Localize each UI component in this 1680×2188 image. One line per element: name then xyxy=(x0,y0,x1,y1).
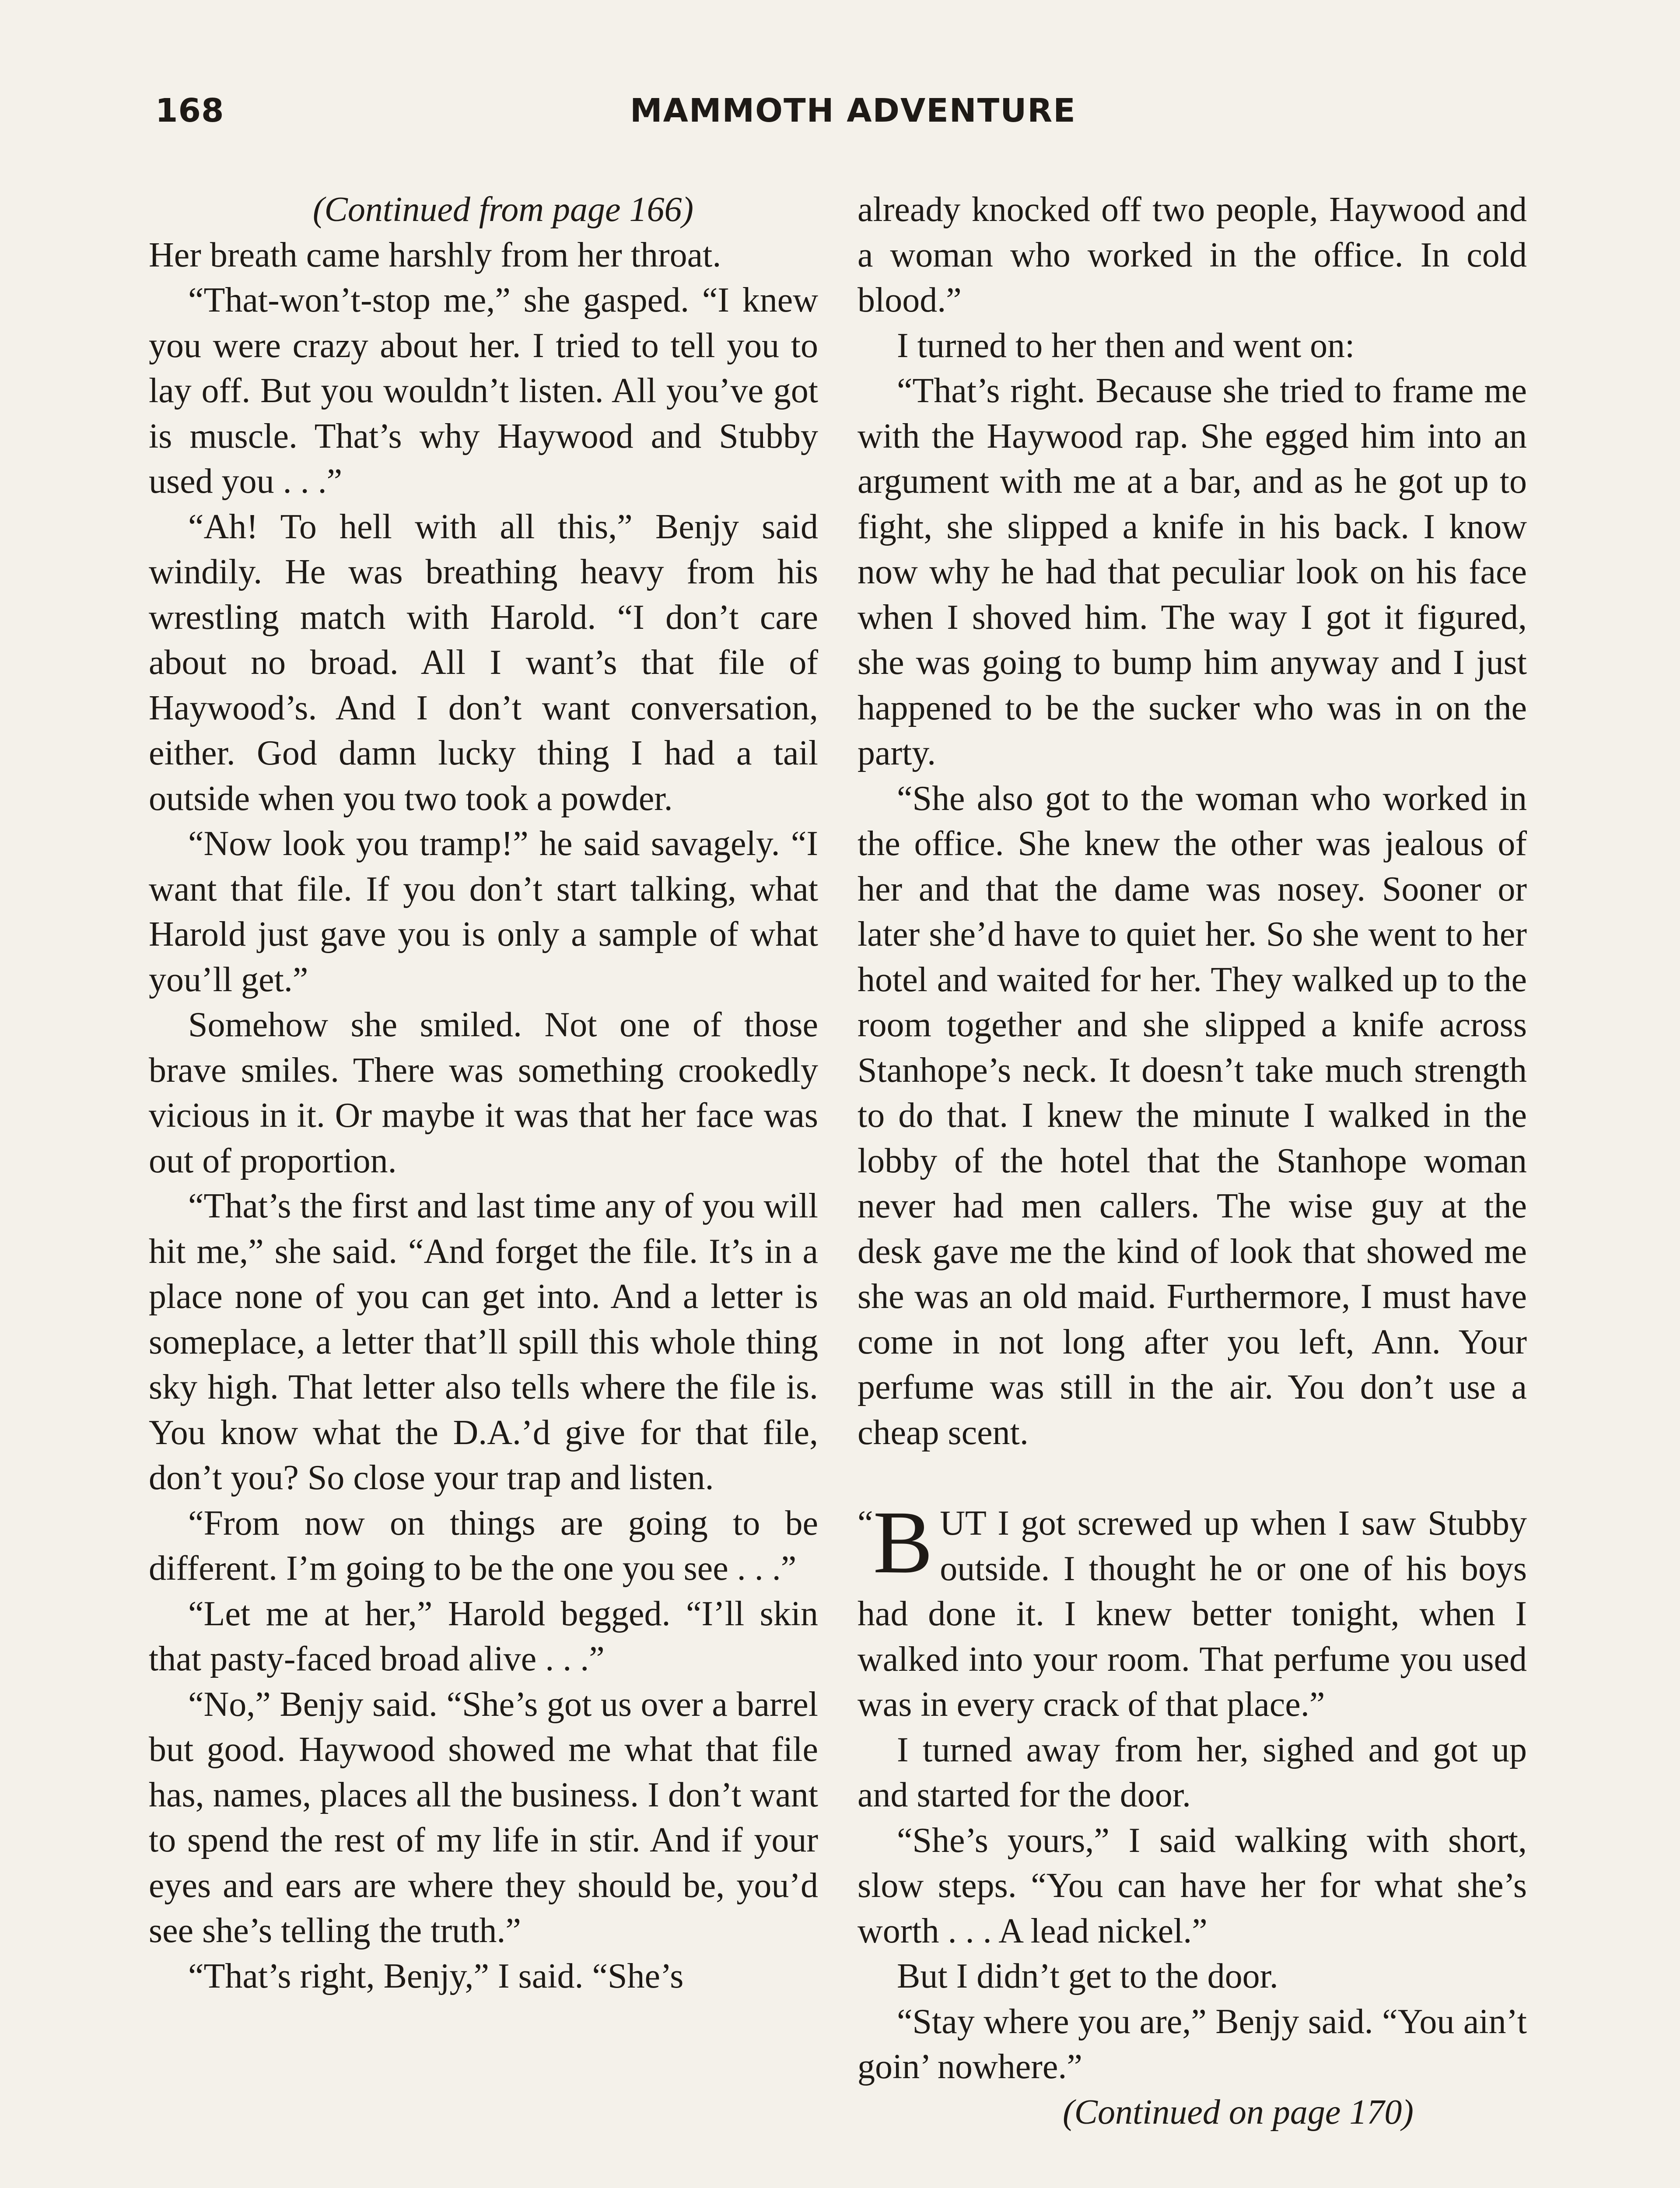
continued-from-note: (Continued from page 166) xyxy=(312,190,694,229)
paragraph: “Stay where you are,” Benjy said. “You ain’t goin’ nowhere.” xyxy=(858,2002,1527,2086)
section-break xyxy=(858,1455,1527,1501)
running-title: MAMMOTH ADVENTURE xyxy=(630,92,1076,130)
paragraph: “She also got to the woman who worked in the office. She knew the other was jealous of her and that the dame was nosey. Sooner or later she’d have to quiet her. So she went to her hotel and waited for her. They walked up to the room together and she slipped a knife across Stanhope’s neck. It doesn’t take much strength to do that. I knew the minute I walked in the lobby of the hotel that the Stanhope woman never had men callers. The wise guy at the desk gave me the kind of look that showed me she was an old maid. Furthermore, I must have come in not long after you left, Ann. Your perfume was still in the air. You don’t use a cheap scent. xyxy=(858,779,1527,1452)
dropcap-quote: “ xyxy=(858,1504,873,1543)
dropcap-paragraph xyxy=(858,1493,1527,1728)
paragraph: “That-won’t-stop me,” she gasped. “I knew you were crazy about her. I tried to tell you to lay off. But you wouldn’t listen. All you’ve got is muscle. That’s why Haywood and Stubby used you . . .” xyxy=(149,281,818,501)
paragraph: “She’s yours,” I said walking with short, slow steps. “You can have her for what she’s worth . . . A lead nickel.” xyxy=(858,1821,1527,1950)
dropcap-letter: B xyxy=(873,1493,933,1592)
paragraph: already knocked off two people, Haywood and a woman who worked in the office. In cold blood.” xyxy=(858,190,1527,319)
paragraph: I turned away from her, sighed and got up and started for the door. xyxy=(858,1730,1527,1814)
dropcap-paragraph-text: UT I got screwed up when I saw Stubby outside. I thought he or one of his boys had done it. I knew better tonight, when I walked into your room. That perfume you used was in every crack of that place.” xyxy=(858,1504,1527,1724)
paragraph: “Let me at her,” Harold begged. “I’ll skin that pasty-faced broad alive . . .” xyxy=(149,1594,818,1678)
page-number: 168 xyxy=(155,92,224,130)
paragraph: Somehow she smiled. Not one of those brave smiles. There was something crookedly vicious in it. Or maybe it was that her face was out of proportion. xyxy=(149,1006,818,1180)
left-column xyxy=(149,187,818,1999)
paragraph: “Ah! To hell with all this,” Benjy said windily. He was breathing heavy from his wrestling match with Harold. “I don’t care about no broad. All I want’s that file of Haywood’s. And I don’t want conversation, either. God damn lucky thing I had a tail outside when you two took a powder. xyxy=(149,507,818,818)
page-header xyxy=(155,92,1529,140)
paragraph: “That’s the first and last time any of you will hit me,” she said. “And forget the file. It’s in a place none of you can get into. And a letter is someplace, a letter that’ll spill this whole thing sky high. That letter also tells where the file is. You know what the D.A.’d give for that file, don’t you? So close your trap and listen. xyxy=(149,1187,818,1497)
paragraph: I turned to her then and went on: xyxy=(897,326,1355,365)
paragraph: “From now on things are going to be different. I’m going to be the one you see . . .” xyxy=(149,1504,818,1588)
paragraph: “No,” Benjy said. “She’s got us over a barrel but good. Haywood showed me what that file has, names, places all the business. I don’t want to spend the rest of my life in stir. And if your eyes and ears are where they should be, you’d see she’s telling the truth.” xyxy=(149,1685,818,1950)
continued-on-note: (Continued on page 170) xyxy=(1062,2093,1414,2132)
paragraph: Her breath came harshly from her throat. xyxy=(149,235,721,274)
paragraph: “Now look you tramp!” he said savagely. “I want that file. If you don’t start talking, what Harold just gave you is only a sample of what you’ll get.” xyxy=(149,824,818,999)
right-column xyxy=(858,187,1527,2135)
paragraph: “That’s right, Benjy,” I said. “She’s xyxy=(188,1957,684,1995)
paragraph: But I didn’t get to the door. xyxy=(897,1957,1278,1995)
paragraph: “That’s right. Because she tried to frame me with the Haywood rap. She egged him into an argument with me at a bar, and as he got up to fight, she slipped a knife in his back. I know now why he had that peculiar look on his face when I shoved him. The way I got it figured, she was going to bump him anyway and I just happened to be the sucker who was in on the party. xyxy=(858,372,1527,772)
